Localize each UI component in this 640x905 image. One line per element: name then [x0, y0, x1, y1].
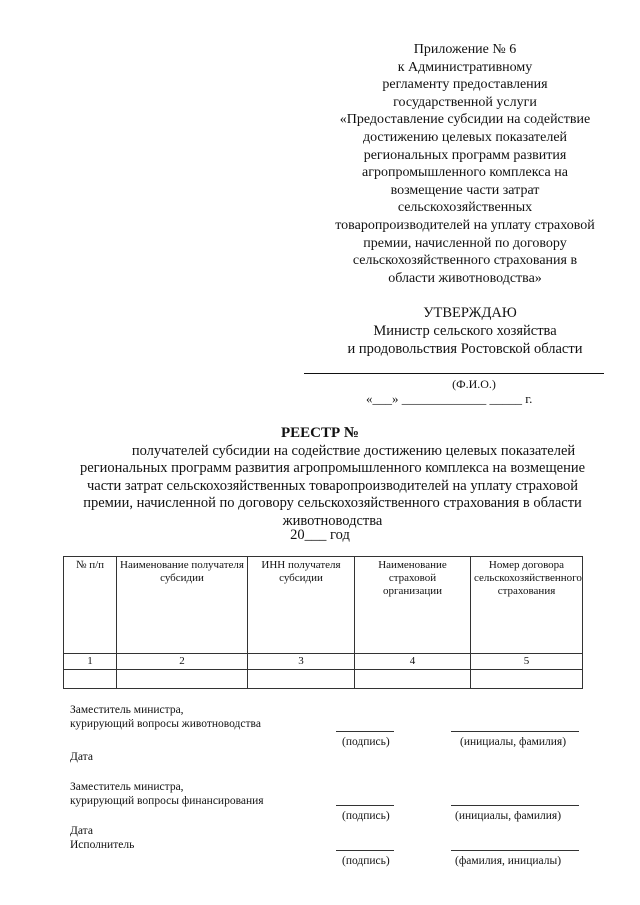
appendix-line: возмещение части затрат	[390, 182, 540, 198]
date-label: Дата	[70, 751, 93, 763]
column-number: 5	[471, 654, 583, 670]
column-number: 3	[248, 654, 355, 670]
appendix-line: агропромышленного комплекса на	[362, 165, 568, 181]
name-caption: (инициалы, фамилия)	[455, 810, 562, 822]
appendix-line: сельскохозяйственного страхования в	[352, 253, 578, 269]
table-header-row	[64, 557, 583, 654]
appendix-line: товаропроизводителей на уплату страховой	[335, 217, 595, 233]
table-cell	[117, 670, 248, 689]
table-cell	[248, 670, 355, 689]
appendix-line: сельскохозяйственных	[397, 200, 533, 216]
registry-description	[60, 443, 605, 530]
name-line	[451, 805, 579, 806]
registry-description-line: получателей субсидии на содействие достижению целевых показателей	[131, 443, 576, 459]
approval-date-line: «___» _____________ _____ г.	[366, 391, 533, 406]
registry-table	[63, 556, 583, 689]
registry-title: РЕЕСТР №	[281, 425, 359, 441]
signature-line	[336, 731, 394, 732]
signature-caption: (подпись)	[342, 855, 390, 867]
signature-caption: (подпись)	[342, 736, 390, 748]
column-header-insurer: Наименование страховой организации	[355, 557, 471, 654]
signature-line	[336, 805, 394, 806]
name-line	[451, 731, 579, 732]
fio-caption: (Ф.И.О.)	[452, 377, 496, 391]
table-cell	[355, 670, 471, 689]
appendix-line: региональных программ развития	[363, 147, 567, 163]
signature-line	[336, 850, 394, 851]
table-cell	[64, 670, 117, 689]
minister-title-line: Министр сельского хозяйства	[373, 323, 557, 339]
approve-heading: УТВЕРЖДАЮ	[423, 305, 517, 321]
signer-role-executor	[70, 838, 134, 852]
appendix-line: «Предоставление субсидии на содействие	[339, 112, 591, 128]
registry-description-line: животноводства	[282, 512, 383, 529]
signer-role-line: курирующий вопросы финансирования	[70, 795, 264, 807]
signer-role-line: Заместитель министра,	[70, 704, 184, 716]
signer-role-finance	[70, 780, 264, 808]
name-caption: (фамилия, инициалы)	[455, 855, 562, 867]
appendix-line: области животноводства»	[388, 270, 542, 286]
appendix-heading	[300, 41, 630, 287]
column-header-recipient: Наименование получателя субсидии	[117, 557, 248, 654]
registry-description-line: части затрат сельскохозяйственных товаропроизводителей на уплату страховой	[87, 477, 578, 494]
column-number: 4	[355, 654, 471, 670]
appendix-line: Приложение № 6	[413, 42, 517, 57]
date-label: Дата	[70, 825, 93, 837]
name-caption: (инициалы, фамилия)	[460, 736, 567, 748]
column-header-inn: ИНН получателя субсидии	[248, 557, 355, 654]
registry-description-line: региональных программ развития агропромышленного комплекса на возмещение	[79, 460, 586, 477]
appendix-line: достижению целевых показателей	[362, 129, 568, 145]
appendix-line: государственной услуги	[393, 94, 537, 110]
signature-caption: (подпись)	[342, 810, 390, 822]
column-header-contract: Номер договора сельскохозяйственного страхования	[471, 557, 583, 654]
signer-role-line: Исполнитель	[70, 839, 135, 851]
appendix-line: регламенту предоставления	[382, 77, 548, 93]
column-number: 1	[64, 654, 117, 670]
registry-description-line: премии, начисленной по договору сельскохозяйственного страхования в области	[83, 495, 582, 512]
signer-role-line: курирующий вопросы животноводства	[70, 718, 261, 730]
table-row	[64, 670, 583, 689]
signer-role-line: Заместитель министра,	[70, 781, 184, 793]
signature-line	[304, 373, 604, 374]
signer-role-livestock	[70, 703, 261, 731]
column-header-number: № п/п	[64, 557, 117, 654]
table-cell	[471, 670, 583, 689]
name-line	[451, 850, 579, 851]
appendix-line: премии, начисленной по договору	[363, 235, 567, 251]
table-number-row	[64, 654, 583, 670]
column-number: 2	[117, 654, 248, 670]
appendix-line: к Административному	[397, 59, 533, 75]
minister-title	[300, 322, 630, 358]
registry-year: 20___ год	[290, 527, 350, 543]
minister-title-line: и продовольствия Ростовской области	[347, 341, 583, 357]
